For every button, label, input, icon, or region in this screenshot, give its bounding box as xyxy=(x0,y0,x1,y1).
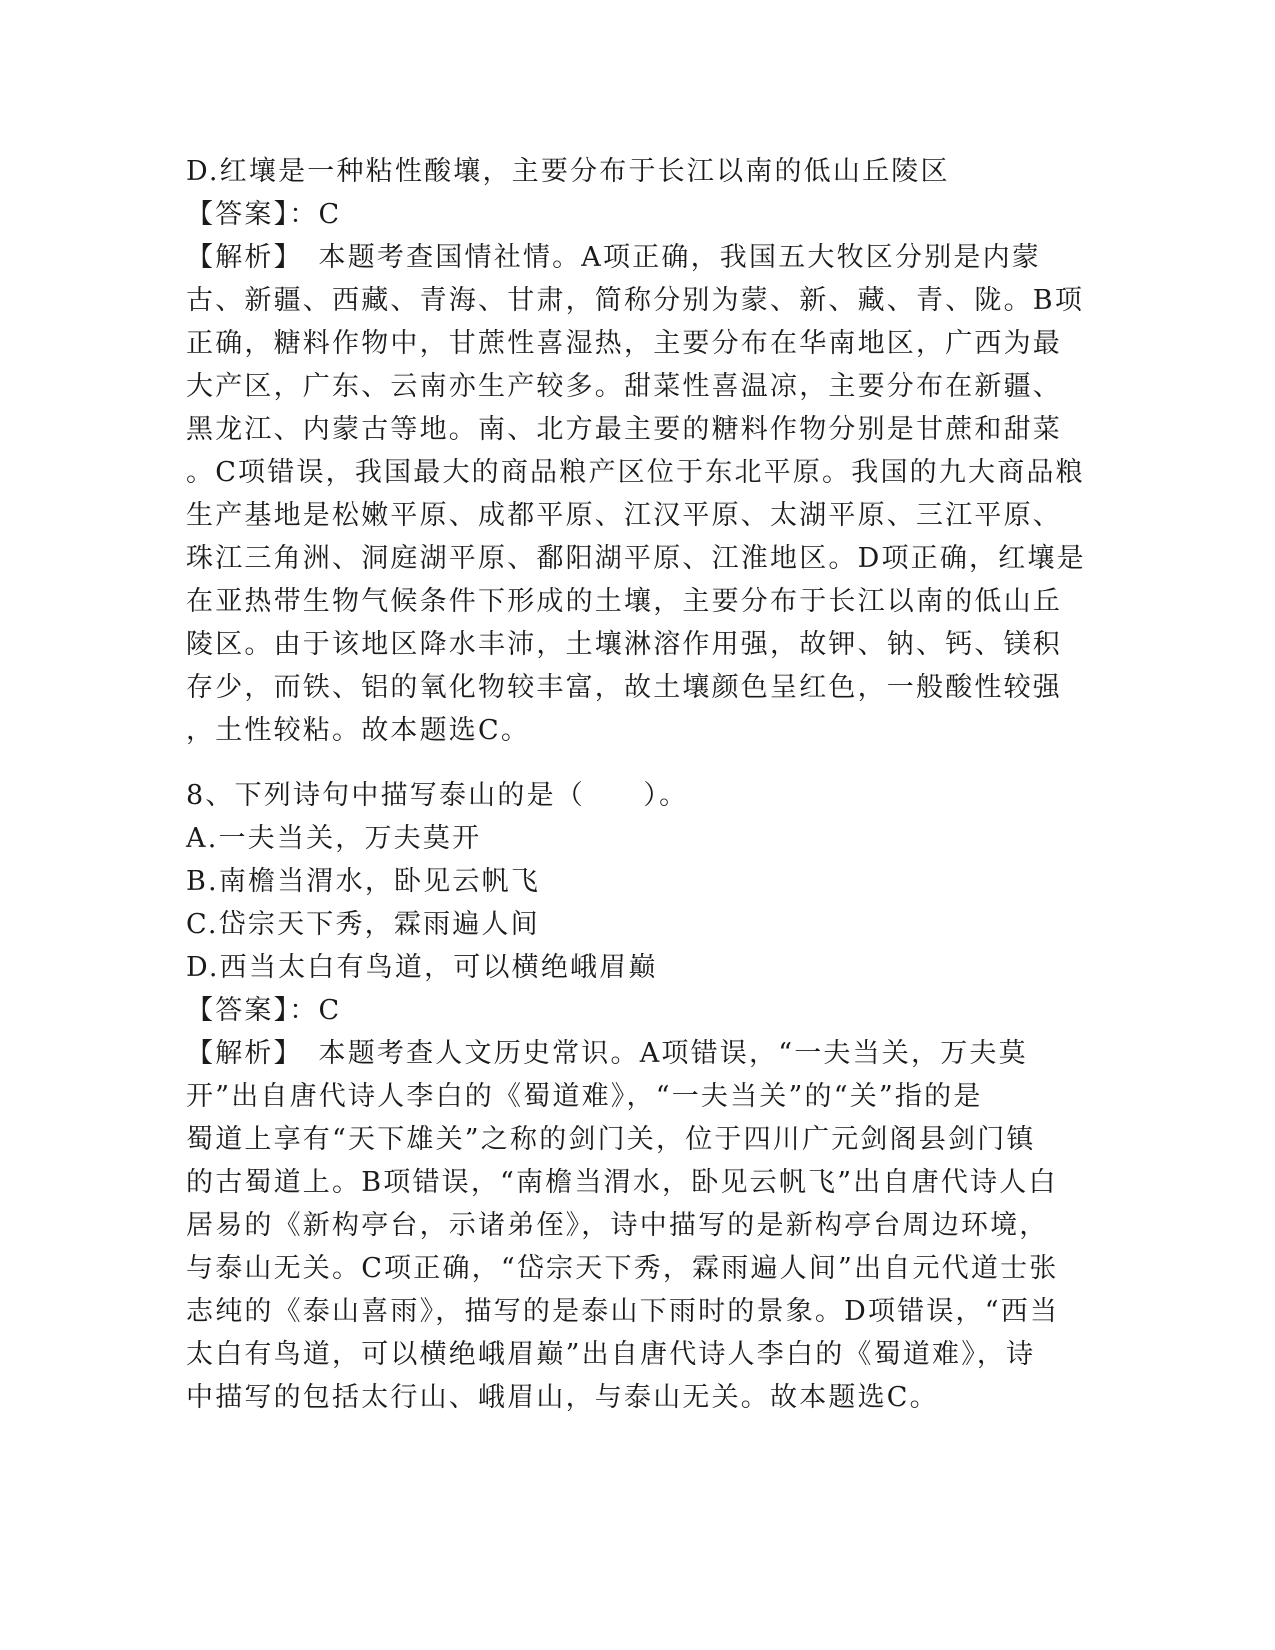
q8-answer: 【答案】：C xyxy=(186,995,342,1026)
q8-analysis-line: 中描写的包括太行山、峨眉山，与泰山无关。故本题选C。 xyxy=(186,1382,939,1413)
q8-analysis-line: 太白有鸟道，可以横绝峨眉巅”出自唐代诗人李白的《蜀道难》，诗 xyxy=(186,1339,1036,1370)
q7-analysis-line: 古、新疆、西藏、青海、甘肃，简称分别为蒙、新、藏、青、陇。B项 xyxy=(186,285,1085,316)
q8-analysis-line: 居易的《新构亭台，示诸弟侄》，诗中描写的是新构亭台周边环境， xyxy=(186,1210,1049,1241)
q7-analysis-line: 生产基地是松嫩平原、成都平原、江汉平原、太湖平原、三江平原、 xyxy=(186,500,1062,531)
q7-answer: 【答案】：C xyxy=(186,199,342,230)
q8-analysis-line: 【解析】 本题考查人文历史常识。A项错误，“一夫当关，万夫莫 xyxy=(186,1038,1028,1069)
q8-analysis-line: 与泰山无关。C项正确，“岱宗天下秀，霖雨遍人间”出自元代道士张 xyxy=(186,1253,1059,1284)
q7-option-d: D.红壤是一种粘性酸壤，主要分布于长江以南的低山丘陵区 xyxy=(186,156,950,187)
q7-analysis-line: 珠江三角洲、洞庭湖平原、鄱阳湖平原、江淮地区。D项正确，红壤是 xyxy=(186,543,1086,574)
q8-option-a: A.一夫当关，万夫莫开 xyxy=(186,823,482,854)
q8-analysis-line: 蜀道上享有“天下雄关”之称的剑门关，位于四川广元剑阁县剑门镇 xyxy=(186,1124,1036,1155)
q7-analysis xyxy=(186,236,1086,752)
q8-option-b: B.南檐当渭水，卧见云帆飞 xyxy=(186,866,541,897)
q8-option-c: C.岱宗天下秀，霖雨遍人间 xyxy=(186,909,540,940)
q7-analysis-line: 陵区。由于该地区降水丰沛，土壤淋溶作用强，故钾、钠、钙、镁积 xyxy=(186,629,1062,660)
q8-analysis-line: 的古蜀道上。B项错误，“南檐当渭水，卧见云帆飞”出自唐代诗人白 xyxy=(186,1167,1058,1198)
q7-analysis-line: 大产区，广东、云南亦生产较多。甜菜性喜温凉，主要分布在新疆、 xyxy=(186,371,1062,402)
q8-analysis-line: 志纯的《泰山喜雨》，描写的是泰山下雨时的景象。D项错误，“西当 xyxy=(186,1296,1060,1327)
q8-question: 8、下列诗句中描写泰山的是（ ）。 xyxy=(186,780,689,811)
document-page xyxy=(186,150,1086,1419)
q7-analysis-line: 正确，糖料作物中，甘蔗性喜湿热，主要分布在华南地区，广西为最 xyxy=(186,328,1062,359)
question-divider-space xyxy=(186,752,1086,774)
q7-analysis-line: 在亚热带生物气候条件下形成的土壤，主要分布于长江以南的低山丘 xyxy=(186,586,1062,617)
q7-analysis-line: 【解析】 本题考查国情社情。A项正确，我国五大牧区分别是内蒙 xyxy=(186,242,1041,273)
q8-analysis xyxy=(186,1032,1086,1419)
q7-analysis-line: 存少，而铁、铝的氧化物较丰富，故土壤颜色呈红色，一般酸性较强 xyxy=(186,672,1062,703)
q8-analysis-line: 开”出自唐代诗人李白的《蜀道难》，“一夫当关”的“关”指的是 xyxy=(186,1081,983,1112)
q7-analysis-line: 。C项错误，我国最大的商品粮产区位于东北平原。我国的九大商品粮 xyxy=(186,457,1085,488)
q8-option-d: D.西当太白有鸟道，可以横绝峨眉巅 xyxy=(186,952,658,983)
q7-analysis-line: 黑龙江、内蒙古等地。南、北方最主要的糖料作物分别是甘蔗和甜菜 xyxy=(186,414,1062,445)
q7-analysis-line: ，土性较粘。故本题选C。 xyxy=(186,715,531,746)
